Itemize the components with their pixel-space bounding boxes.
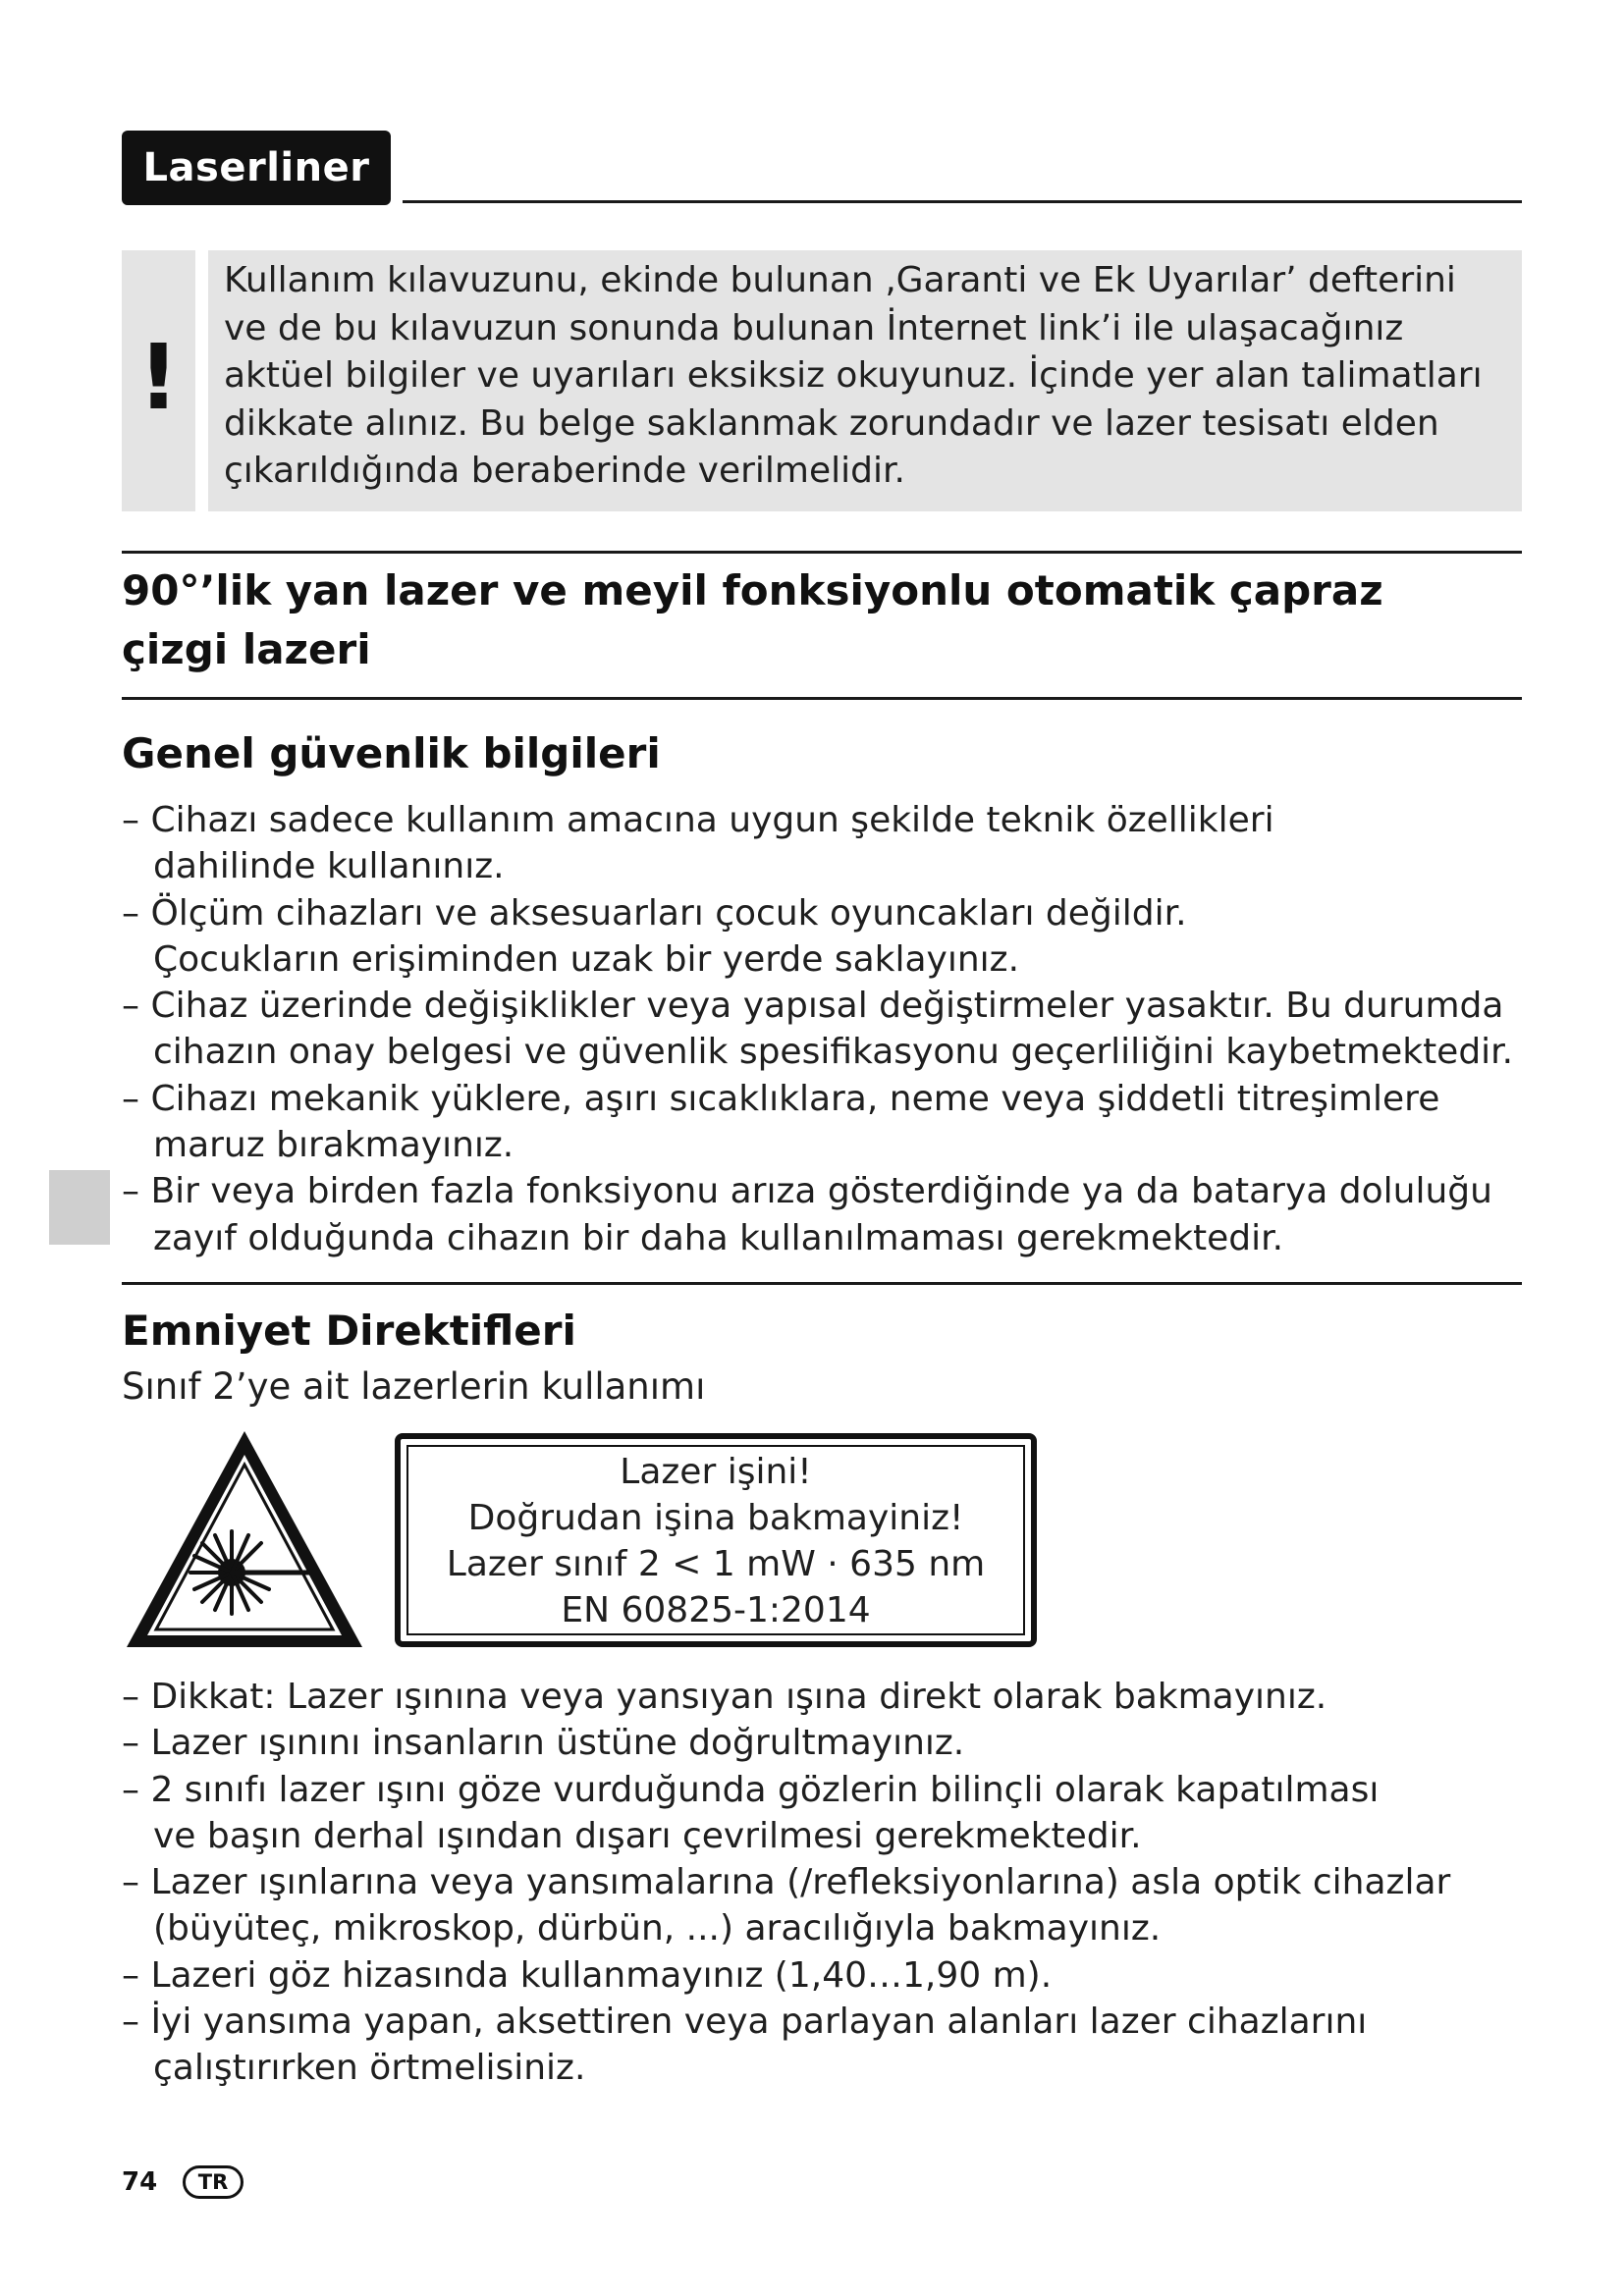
divider (122, 551, 1522, 554)
general-safety-list (122, 797, 1516, 1261)
notice-line: ve de bu kılavuzun sonunda bulunan İnternet link’i ile ulaşacağınız (224, 307, 1404, 348)
laserliner-logo: Laserliner (122, 131, 391, 205)
laser-label-line: Lazer işini! (620, 1452, 812, 1492)
list-item: – Dikkat: Lazer ışınına veya yansıyan ışına direkt olarak bakmayınız. (122, 1677, 1327, 1717)
notice-line: aktüel bilgiler ve uyarıları eksiksiz okuyunuz. İçinde yer alan talimatları (224, 355, 1483, 396)
list-item: – Lazer ışınlarına veya yansımalarına (/refleksiyonlarına) asla optik cihazlar (122, 1862, 1451, 1903)
language-badge: TR (183, 2165, 244, 2199)
safety-directives-list (122, 1674, 1516, 2092)
laser-label-line: Lazer sınıf 2 < 1 mW · 635 nm (446, 1544, 986, 1584)
notice-line: çıkarıldığında beraberinde verilmelidir. (224, 451, 905, 491)
list-item: – Ölçüm cihazları ve aksesuarları çocuk oyuncakları değildir. (122, 892, 1187, 934)
list-item: – 2 sınıfı lazer ışını göze vurduğunda gözlerin bilinçli olarak kapatılması (122, 1769, 1380, 1810)
page-title-line: 90°’lik yan lazer ve meyil fonksiyonlu otomatik çapraz (122, 566, 1383, 614)
list-item-continuation: (büyüteç, mikroskop, dürbün, ...) aracılığıyla bakmayınız. (153, 1908, 1162, 1949)
notice-text (224, 257, 1500, 496)
list-item: – Lazer ışınını insanların üstüne doğrultmayınız. (122, 1723, 965, 1764)
exclamation-icon: ! (137, 325, 180, 430)
divider (122, 1282, 1522, 1285)
laser-label-line: Doğrudan işina bakmayiniz! (467, 1498, 964, 1538)
list-item: – Cihaz üzerinde değişiklikler veya yapısal değiştirmeler yasaktır. Bu durumda (122, 986, 1504, 1027)
list-item-continuation: Çocukların erişiminden uzak bir yerde saklayınız. (153, 938, 1020, 980)
safety-directives-subtitle: Sınıf 2’ye ait lazerlerin kullanımı (122, 1365, 706, 1408)
list-item-continuation: dahilinde kullanınız. (153, 846, 505, 887)
margin-tab (49, 1170, 110, 1245)
notice-line: dikkate alınız. Bu belge saklanmak zorundadır ve lazer tesisatı elden (224, 402, 1439, 444)
list-item-continuation: ve başın derhal ışından dışarı çevrilmesi gerekmektedir. (153, 1815, 1142, 1856)
notice-line: Kullanım kılavuzunu, ekinde bulunan ‚Garanti ve Ek Uyarılar’ defterini (224, 260, 1456, 300)
list-item: – İyi yansıma yapan, aksettiren veya parlayan alanları lazer cihazlarını (122, 2002, 1368, 2043)
list-item: – Cihazı sadece kullanım amacına uygun şekilde teknik özellikleri (122, 800, 1274, 840)
list-item-continuation: zayıf olduğunda cihazın bir daha kullanılmaması gerekmektedir. (153, 1217, 1284, 1258)
laser-label-line: EN 60825-1:2014 (561, 1590, 871, 1630)
list-item: – Cihazı mekanik yüklere, aşırı sıcaklıklara, neme veya şiddetli titreşimlere (122, 1078, 1440, 1119)
header-rule (403, 200, 1522, 203)
page-number: 74 (122, 2167, 158, 2197)
divider (122, 697, 1522, 700)
page-title (122, 561, 1516, 679)
list-item-continuation: cihazın onay belgesi ve güvenlik spesifikasyonu geçerliliğini kaybetmektedir. (153, 1032, 1514, 1073)
laser-class-label (395, 1433, 1037, 1647)
list-item-continuation: çalıştırırken örtmelisiniz. (153, 2048, 586, 2089)
page-title-line: çizgi lazeri (122, 625, 371, 673)
laser-label-text (401, 1449, 1031, 1633)
list-item: – Lazeri göz hizasında kullanmayınız (1,40…1,90 m). (122, 1954, 1053, 1996)
list-item-continuation: maruz bırakmayınız. (153, 1125, 514, 1166)
laser-warning-icon (122, 1425, 367, 1653)
general-safety-heading: Genel güvenlik bilgileri (122, 729, 661, 777)
list-item: – Bir veya birden fazla fonksiyonu arıza gösterdiğinde ya da batarya doluluğu (122, 1171, 1492, 1212)
safety-directives-heading: Emniyet Direktifleri (122, 1307, 576, 1355)
